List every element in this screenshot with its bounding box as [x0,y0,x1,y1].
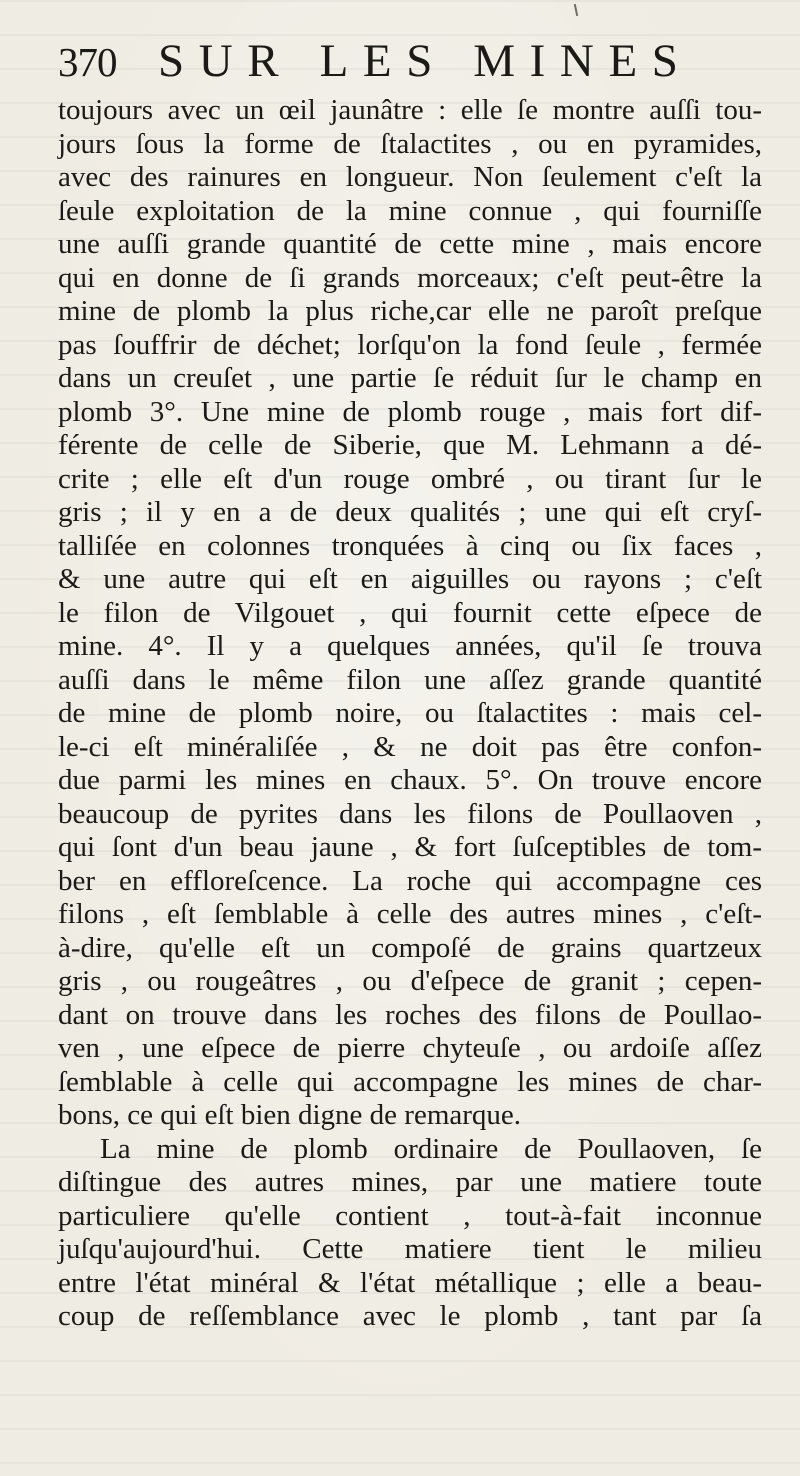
text-line: qui en donne de ſi grands morceaux; c'eſt peut-être la [58,261,762,294]
text-line: le-ci eſt minéraliſée , & ne doit pas être confon- [58,730,762,763]
text-line: juſqu'aujourd'hui. Cette matiere tient le milieu [58,1233,762,1265]
text-line: pas ſouffrir de déchet; lorſqu'on la fond ſeule , fermée [58,328,762,361]
text-line: dant on trouve dans les roches des filons de Poullao- [58,998,762,1031]
text-line: beaucoup de pyrites dans les filons de Poullaoven , [58,797,762,830]
text-line: mine. 4°. Il y a quelques années, qu'il ſe trouva [58,630,762,662]
text-line: filons , eſt ſemblable à celle des autres mines , c'eſt- [58,898,762,930]
text-line: dans un creuſet , une partie ſe réduit ſur le champ en [58,362,762,394]
text-line: avec des rainures en longueur. Non ſeulement c'eſt la [58,161,762,193]
text-line: crite ; elle eſt d'un rouge ombré , ou tirant ſur le [58,462,762,495]
text-line: une auſſi grande quantité de cette mine , mais encore [58,228,762,260]
text-line: le filon de Vilgouet , qui fournit cette eſpece de [58,596,762,629]
text-line: gris ; il y en a de deux qualités ; une qui eſt cryſ- [58,496,762,528]
paragraph-end-line: bons, ce qui eſt bien digne de remarque. [58,1099,522,1131]
body-text [58,94,762,1334]
paragraph-start-line: La mine de plomb ordinaire de Poullaoven, ſe [100,1132,762,1165]
page-number: 370 [58,39,117,85]
text-line: due parmi les mines en chaux. 5°. On trouve encore [58,764,762,796]
text-line: à-dire, qu'elle eſt un compoſé de grains quartzeux [58,931,762,964]
text-line: férente de celle de Siberie, que M. Lehmann a dé- [58,429,762,461]
text-line: ſemblable à celle qui accompagne les mines de char- [58,1065,762,1098]
text-line: mine de plomb la plus riche,car elle ne paroît preſque [58,295,762,327]
text-line: plomb 3°. Une mine de plomb rouge , mais fort dif- [58,395,762,428]
text-line: ven , une eſpece de pierre chyteuſe , ou ardoiſe aſſez [58,1032,762,1064]
text-line: ſeule exploitation de la mine connue , qui fourniſſe [58,194,762,227]
text-line: entre l'état minéral & l'état métallique ; elle a beau- [58,1266,762,1299]
text-line: toujours avec un œil jaunâtre : elle ſe montre auſſi tou- [58,94,762,126]
text-line: particuliere qu'elle contient , tout-à-fait inconnue [58,1199,762,1232]
running-head-title: SUR LES MINES [158,35,693,87]
text-line: diſtingue des autres mines, par une matiere toute [58,1166,762,1198]
text-line: de mine de plomb noire, ou ſtalactites : mais cel- [58,697,762,729]
text-line: talliſée en colonnes tronquées à cinq ou ſix faces , [58,529,762,562]
text-line: ber en effloreſcence. La roche qui accompagne ces [58,864,762,897]
text-line: & une autre qui eſt en aiguilles ou rayons ; c'eſt [58,563,762,595]
text-line: coup de reſſemblance avec le plomb , tant par ſa [58,1300,762,1332]
text-line: auſſi dans le même filon une aſſez grande quantité [58,663,762,696]
text-line: jours ſous la forme de ſtalactites , ou en pyramides, [58,127,762,160]
running-head [58,34,770,90]
text-line: qui ſont d'un beau jaune , & fort ſuſceptibles de tom- [58,831,762,863]
text-line: gris , ou rougeâtres , ou d'eſpece de granit ; cepen- [58,965,762,997]
